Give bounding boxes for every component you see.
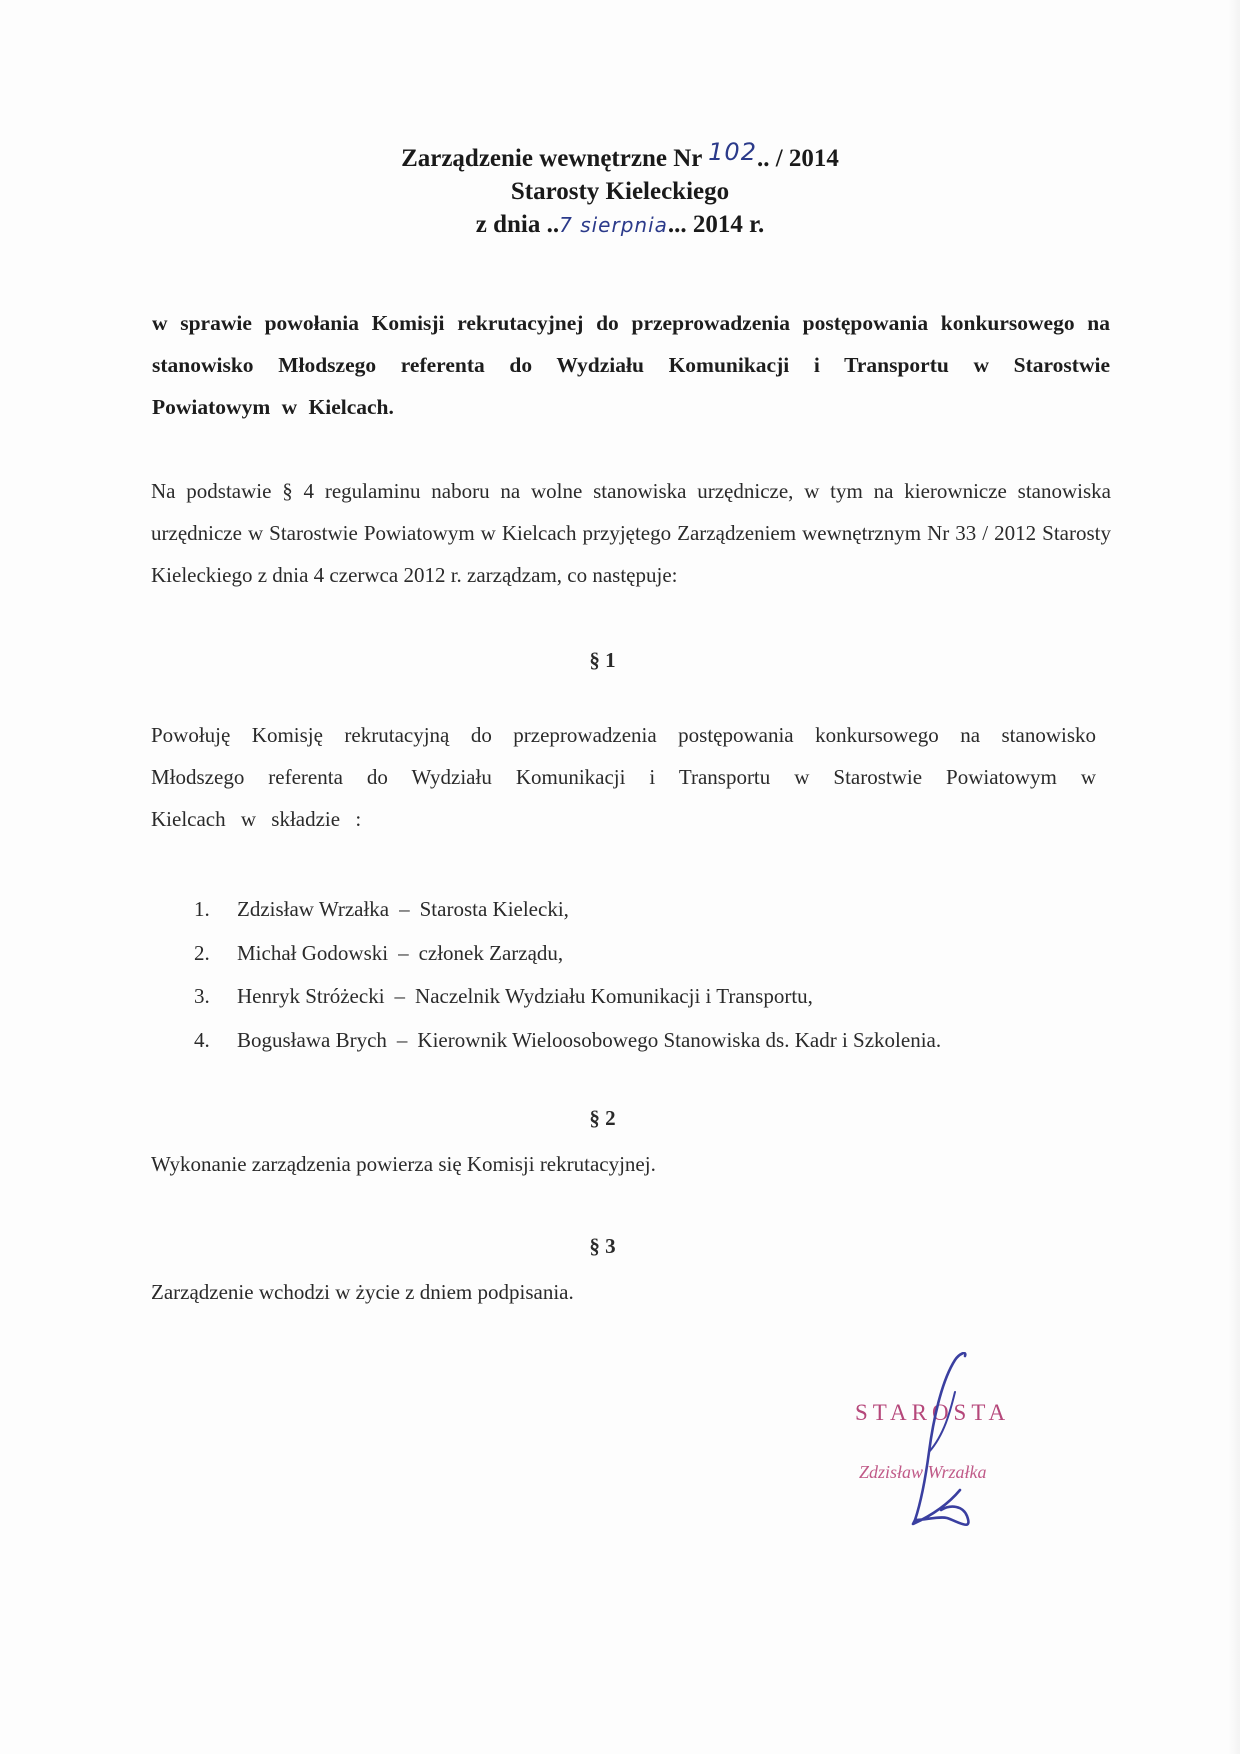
title-suffix: / 2014 xyxy=(775,145,839,172)
member-number: 4. xyxy=(194,1027,210,1052)
official-stamp xyxy=(855,1352,1025,1532)
section-1-mark: § 1 xyxy=(589,648,616,672)
stamp-title: STAROSTA xyxy=(855,1400,1011,1425)
member-name: Bogusława Brych xyxy=(237,1027,387,1052)
list-item xyxy=(194,1019,941,1063)
member-role: Naczelnik Wydziału Komunikacji i Transportu, xyxy=(415,984,813,1008)
stamp-name: Zdzisław Wrzałka xyxy=(859,1462,987,1482)
member-name: Zdzisław Wrzałka xyxy=(237,897,390,921)
member-dash: – xyxy=(394,984,406,1008)
header-title-line xyxy=(0,138,1240,175)
list-item xyxy=(194,932,941,976)
section-3-text: Zarządzenie wchodzi w życie z dniem podpisania. xyxy=(151,1280,574,1304)
member-number: 2. xyxy=(194,940,210,965)
handwritten-number: 102 xyxy=(708,138,757,166)
member-number: 1. xyxy=(194,897,210,921)
member-role: członek Zarządu, xyxy=(418,940,564,965)
member-name: Henryk Stróżecki xyxy=(237,984,385,1008)
scan-edge-shadow xyxy=(1228,0,1240,1754)
date-dots-after: ... xyxy=(667,211,687,238)
section-1-text: Powołuję Komisję rekrutacyjną do przeprowadzenia postępowania konkursowego na stanowisko Młodszego referenta do Wydziału Komunikacji i Transportu w Starostwie Powiatowym w Kielcach w składzie : xyxy=(151,723,1096,831)
section-2-text: Wykonanie zarządzenia powierza się Komisji rekrutacyjnej. xyxy=(151,1152,656,1176)
date-suffix: 2014 r. xyxy=(692,211,765,238)
member-name: Michał Godowski xyxy=(237,940,389,965)
member-dash: – xyxy=(398,940,409,965)
legal-basis-paragraph: Na podstawie § 4 regulaminu naboru na wolne stanowiska urzędnicze, w tym na kierownicze stanowiska urzędnicze w Starostwie Powiatowym w Kielcach przyjętego Zarządzeniem wewnętrznym Nr 33 / 2012 Starosty Kieleckiego z dnia 4 czerwca 2012 r. zarządzam, co następuje: xyxy=(151,479,1111,587)
member-number: 3. xyxy=(194,984,210,1008)
committee-members-list xyxy=(194,888,941,1062)
number-dots: .. xyxy=(756,145,770,172)
document-header xyxy=(0,138,1240,242)
document-subject: w sprawie powołania Komisji rekrutacyjnej do przeprowadzenia postępowania konkursowego na stanowisko Młodszego referenta do Wydziału Komunikacji i Transportu w Starostwie Powiatowym w Kielcach. xyxy=(152,311,1110,419)
date-dots-before: .. xyxy=(546,211,560,238)
issuer-line: Starosty Kieleckiego xyxy=(510,178,730,205)
member-role: Starosta Kielecki, xyxy=(419,897,569,921)
member-dash: – xyxy=(396,1027,408,1052)
member-dash: – xyxy=(399,897,410,921)
title-prefix: Zarządzenie wewnętrzne Nr xyxy=(401,145,702,172)
section-2-mark: § 2 xyxy=(589,1106,616,1130)
header-date-line xyxy=(0,208,1240,242)
section-3-mark: § 3 xyxy=(589,1234,616,1258)
date-prefix: z dnia xyxy=(475,211,541,238)
list-item xyxy=(194,888,941,932)
list-item xyxy=(194,975,941,1019)
member-role: Kierownik Wieloosobowego Stanowiska ds. Kadr i Szkolenia. xyxy=(417,1027,942,1052)
handwritten-date: 7 sierpnia xyxy=(559,213,668,237)
